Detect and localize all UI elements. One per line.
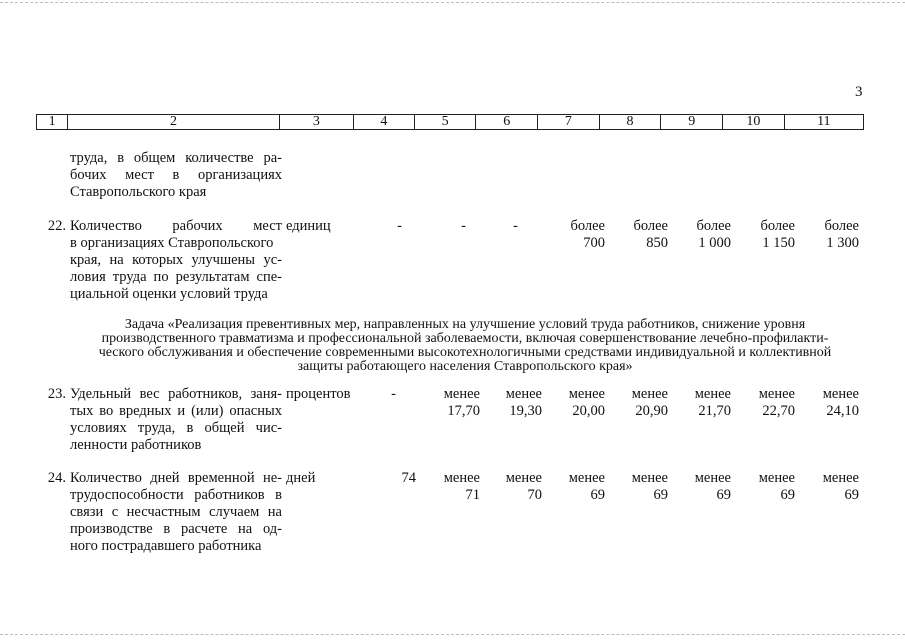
value-cell bbox=[606, 470, 668, 504]
value-cell bbox=[797, 470, 859, 504]
value-number: 24,10 bbox=[826, 403, 859, 419]
text-line: трудоспособности работников в bbox=[70, 487, 282, 503]
value-cell bbox=[606, 386, 668, 420]
text-line: труда, в общем количестве ра- bbox=[70, 150, 282, 166]
text-line: Количество дней временной не- bbox=[70, 470, 282, 486]
text-line: ного пострадавшего работника bbox=[70, 538, 262, 554]
value-number: 17,70 bbox=[447, 403, 480, 419]
value-prefix: более bbox=[696, 218, 731, 234]
value-prefix: более bbox=[760, 218, 795, 234]
value-number: 69 bbox=[653, 487, 668, 503]
value-cell bbox=[733, 218, 795, 252]
value-prefix: менее bbox=[505, 386, 542, 402]
text-line: Удельный вес работников, заня- bbox=[70, 386, 282, 402]
text-line: связи с несчастным случаем на bbox=[70, 504, 282, 520]
value-cell: 74 bbox=[401, 470, 416, 486]
header-cell: 9 bbox=[661, 115, 723, 129]
text-line: бочих мест в организациях bbox=[70, 167, 282, 183]
unit: единиц bbox=[286, 218, 331, 234]
value-number: 70 bbox=[527, 487, 542, 503]
value-prefix: более bbox=[633, 218, 668, 234]
text-line: Ставропольского края bbox=[70, 184, 207, 200]
value-number: 71 bbox=[465, 487, 480, 503]
indicator-name bbox=[70, 470, 282, 555]
table-header-row bbox=[36, 114, 864, 130]
header-cell: 4 bbox=[354, 115, 415, 129]
text-line: производстве в расчете на од- bbox=[70, 521, 282, 537]
value-cell bbox=[669, 386, 731, 420]
value-prefix: менее bbox=[694, 470, 731, 486]
row-number: 23. bbox=[47, 386, 66, 402]
value-cell bbox=[543, 470, 605, 504]
value-cell bbox=[543, 218, 605, 252]
value-cell bbox=[733, 386, 795, 420]
text-line: ловия труда по результатам спе- bbox=[70, 269, 282, 285]
row-number: 22. bbox=[47, 218, 66, 234]
value-cell bbox=[797, 218, 859, 252]
indicator-name bbox=[70, 386, 282, 454]
value-cell bbox=[480, 470, 542, 504]
value-prefix: менее bbox=[631, 470, 668, 486]
value-number: 69 bbox=[780, 487, 795, 503]
indicator-name bbox=[70, 218, 282, 303]
value-cell bbox=[669, 218, 731, 252]
value-number: 1 150 bbox=[762, 235, 795, 251]
header-cell: 7 bbox=[538, 115, 600, 129]
value-number: 21,70 bbox=[698, 403, 731, 419]
value-prefix: менее bbox=[505, 470, 542, 486]
header-cell: 11 bbox=[817, 114, 831, 129]
header-cell: 10 bbox=[723, 115, 785, 129]
value-number: 22,70 bbox=[762, 403, 795, 419]
value-number: 850 bbox=[646, 235, 668, 251]
row-number: 24. bbox=[47, 470, 66, 486]
continuation-text bbox=[70, 150, 282, 201]
text-line: ческого обслуживания и обеспечение современными высокотехнологичными средствами индивидуальной и коллективной bbox=[98, 345, 832, 360]
value-prefix: менее bbox=[758, 470, 795, 486]
value-cell bbox=[543, 386, 605, 420]
value-cell bbox=[606, 218, 668, 252]
value-prefix: менее bbox=[694, 386, 731, 402]
value-cell bbox=[733, 470, 795, 504]
value-number: 1 000 bbox=[698, 235, 731, 251]
value-number: 69 bbox=[844, 487, 859, 503]
task-heading bbox=[70, 318, 860, 374]
header-cell: 8 bbox=[600, 115, 662, 129]
value-cell bbox=[418, 470, 480, 504]
value-cell: - bbox=[461, 218, 466, 234]
value-cell bbox=[797, 386, 859, 420]
header-cell: 5 bbox=[415, 115, 477, 129]
value-cell: - bbox=[391, 386, 396, 402]
value-prefix: менее bbox=[443, 470, 480, 486]
value-cell: - bbox=[513, 218, 518, 234]
value-number: 20,90 bbox=[635, 403, 668, 419]
text-line: защиты работающего населения Ставропольского края» bbox=[297, 359, 633, 374]
value-number: 69 bbox=[590, 487, 605, 503]
unit: дней bbox=[286, 470, 316, 486]
header-cell: 2 bbox=[68, 115, 279, 129]
header-cell: 3 bbox=[280, 115, 354, 129]
text-line: края, на которых улучшены ус- bbox=[70, 252, 282, 268]
text-line: условиях труда, в общей чис- bbox=[70, 420, 282, 436]
value-number: 69 bbox=[716, 487, 731, 503]
value-prefix: менее bbox=[822, 386, 859, 402]
value-prefix: более bbox=[824, 218, 859, 234]
scan-edge-top bbox=[0, 2, 905, 3]
text-line: ленности работников bbox=[70, 437, 202, 453]
text-line: в организациях Ставропольского bbox=[70, 235, 274, 251]
value-prefix: более bbox=[570, 218, 605, 234]
text-line: Задача «Реализация превентивных мер, направленных на улучшение условий труда работников, снижение уровня bbox=[124, 317, 806, 332]
value-prefix: менее bbox=[568, 386, 605, 402]
value-prefix: менее bbox=[822, 470, 859, 486]
header-cell: 1 bbox=[37, 115, 68, 129]
value-prefix: менее bbox=[631, 386, 668, 402]
text-line: Количество рабочих мест bbox=[70, 218, 282, 234]
value-number: 1 300 bbox=[826, 235, 859, 251]
unit: процентов bbox=[286, 386, 351, 402]
value-cell bbox=[669, 470, 731, 504]
text-line: тых во вредных и (или) опасных bbox=[70, 403, 282, 419]
page-number: 3 bbox=[855, 84, 863, 100]
header-cell: 6 bbox=[476, 115, 538, 129]
text-line: циальной оценки условий труда bbox=[70, 286, 268, 302]
value-prefix: менее bbox=[443, 386, 480, 402]
value-number: 20,00 bbox=[572, 403, 605, 419]
value-cell bbox=[480, 386, 542, 420]
value-number: 19,30 bbox=[509, 403, 542, 419]
value-cell: - bbox=[397, 218, 402, 234]
text-line: производственного травматизма и профессиональной заболеваемости, включая совершенствование лечебно-профилакти- bbox=[101, 331, 829, 346]
value-prefix: менее bbox=[568, 470, 605, 486]
value-prefix: менее bbox=[758, 386, 795, 402]
value-number: 700 bbox=[583, 235, 605, 251]
value-cell bbox=[418, 386, 480, 420]
scan-edge-bottom bbox=[0, 634, 905, 635]
